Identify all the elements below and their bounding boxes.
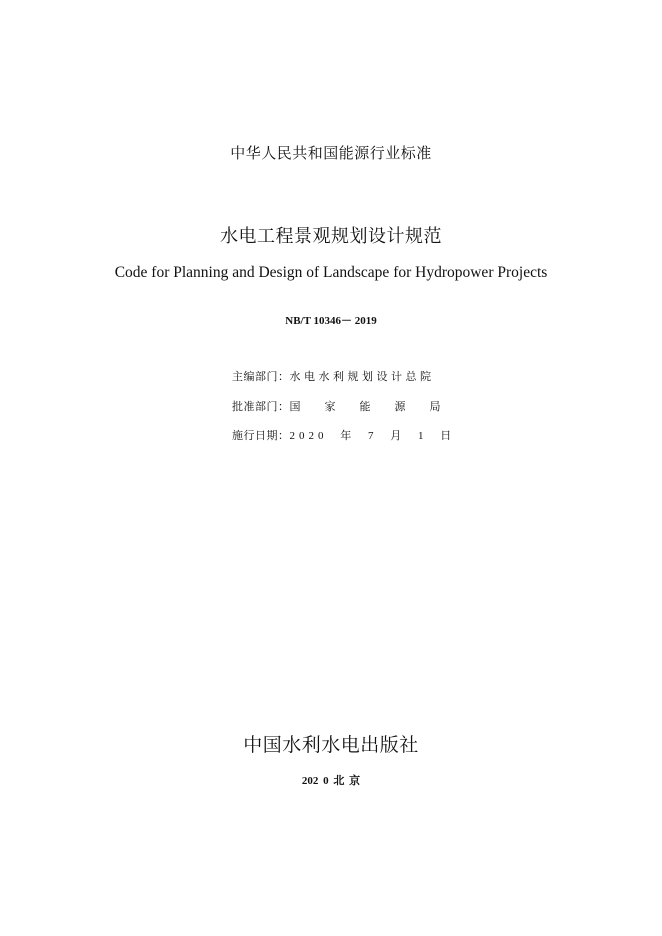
editor-row xyxy=(232,368,435,384)
editor-label: 主编部门： xyxy=(232,371,290,383)
title-chinese: 水电工程景观规划设计规范 xyxy=(220,226,442,247)
approver-label: 批准部门： xyxy=(232,401,290,413)
standard-category: 中华人民共和国能源行业标准 xyxy=(230,144,432,162)
effective-date-label: 施行日期： xyxy=(232,430,290,442)
editor-value: 水电水利规划设计总院 xyxy=(289,371,435,383)
effective-date-row xyxy=(232,427,455,443)
standard-number: NB/T 10346－ 2019 xyxy=(285,315,377,327)
approver-value: 国家能源局 xyxy=(289,401,465,413)
approver-row xyxy=(232,398,465,414)
publish-year-place: 202 0 北 京 xyxy=(301,775,361,787)
title-english: Code for Planning and Design of Landscape for Hydropower Projects xyxy=(114,264,548,281)
publisher-name: 中国水利水电出版社 xyxy=(243,735,419,756)
effective-date-value: 2020 年 7 月 1 日 xyxy=(289,430,456,442)
